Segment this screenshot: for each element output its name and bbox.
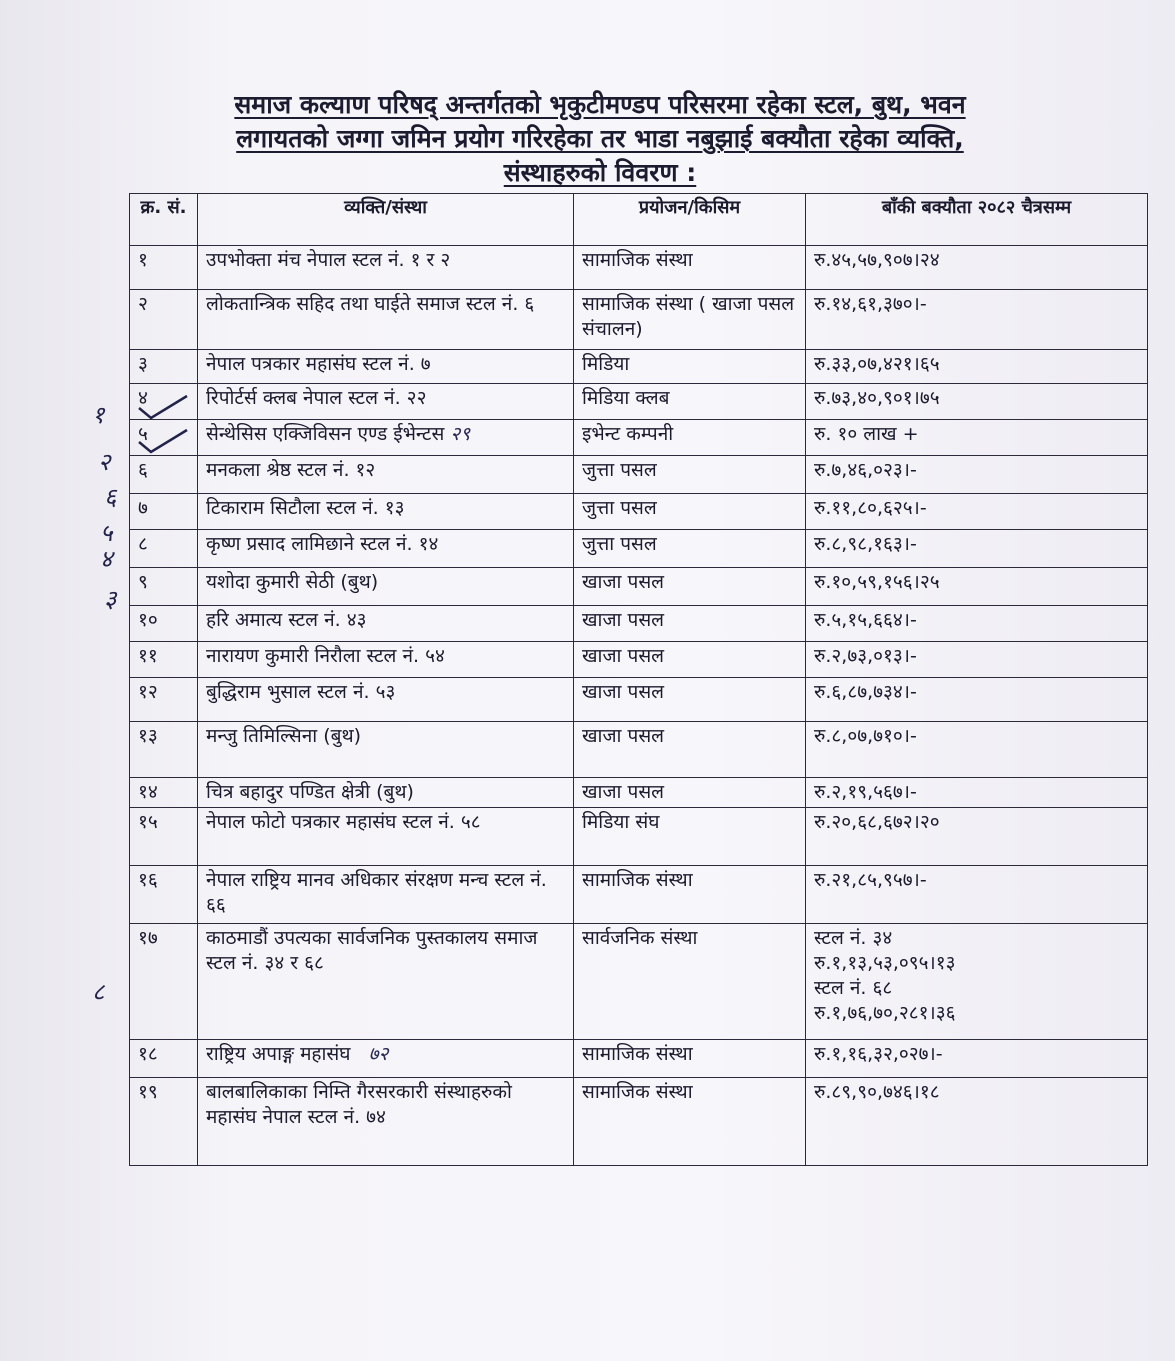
table-row — [130, 1078, 1148, 1166]
due-amount: रु.७,४६,०२३।- — [814, 459, 917, 481]
row-name: चित्र बहादुर पण्डित क्षेत्री (बुथ) — [198, 778, 574, 808]
table-row — [130, 1040, 1148, 1078]
due-amount: रु.८,०७,७१०।- — [814, 725, 917, 747]
row-serial: १७ — [130, 924, 198, 1040]
row-name: टिकाराम सिटौला स्टल नं. १३ — [198, 494, 574, 530]
row-serial: १५ — [130, 808, 198, 866]
row-name: रिपोर्टर्स क्लब नेपाल स्टल नं. २२ — [198, 384, 574, 420]
margin-note: ५ — [100, 519, 113, 547]
row-name: नेपाल पत्रकार महासंघ स्टल नं. ७ — [198, 350, 574, 384]
row-due — [806, 246, 1148, 290]
row-type: जुत्ता पसल — [574, 494, 806, 530]
title-line-1: समाज कल्याण परिषद् अन्तर्गतको भृकुटीमण्डप परिसरमा रहेका स्टल, बुथ, भवन — [234, 90, 966, 119]
title-line-2: लगायतको जग्गा जमिन प्रयोग गरिरहेका तर भाडा नबुझाई बक्यौता रहेका व्यक्ति, — [236, 124, 964, 153]
row-due — [806, 568, 1148, 606]
due-amount: रु.१०,५९,१५६।२५ — [814, 571, 940, 593]
due-amount: रु.१,१३,५३,०९५।१३ — [814, 952, 956, 974]
table-row — [130, 642, 1148, 678]
header-serial-number: क्र. सं. — [130, 194, 198, 246]
margin-note: ३ — [104, 585, 117, 613]
due-amount: रु.८,९८,१६३।- — [814, 533, 917, 555]
handwritten-stall-number: २९ — [450, 423, 471, 445]
row-type: सामाजिक संस्था ( खाजा पसल संचालन) — [574, 290, 806, 350]
due-amount: रु.७३,४०,९०१।७५ — [814, 387, 940, 409]
row-name: हरि अमात्य स्टल नं. ४३ — [198, 606, 574, 642]
due-amount: रु.१४,६१,३७०।- — [814, 293, 927, 315]
row-due — [806, 1078, 1148, 1166]
row-due — [806, 530, 1148, 568]
row-name: नारायण कुमारी निरौला स्टल नं. ५४ — [198, 642, 574, 678]
row-serial: ६ — [130, 456, 198, 494]
row-type: खाजा पसल — [574, 678, 806, 722]
row-serial: ११ — [130, 642, 198, 678]
row-name — [198, 1040, 574, 1078]
table-row — [130, 494, 1148, 530]
row-serial: २ — [130, 290, 198, 350]
due-amount: रु.१,१६,३२,०२७।- — [814, 1043, 943, 1065]
row-due — [806, 290, 1148, 350]
row-type: इभेन्ट कम्पनी — [574, 420, 806, 456]
table-row — [130, 350, 1148, 384]
table-row — [130, 456, 1148, 494]
row-type: सार्वजनिक संस्था — [574, 924, 806, 1040]
due-amount: रु.२१,८५,९५७।- — [814, 869, 927, 891]
row-serial: १ — [130, 246, 198, 290]
row-type: सामाजिक संस्था — [574, 246, 806, 290]
row-type: सामाजिक संस्था — [574, 1040, 806, 1078]
row-due — [806, 494, 1148, 530]
due-stall-label: स्टल नं. ६८ — [814, 977, 893, 999]
arrears-table — [129, 193, 1148, 1166]
header-person-organization: व्यक्ति/संस्था — [198, 194, 574, 246]
handwritten-stall-number: ७२ — [368, 1043, 389, 1065]
row-type: मिडिया संघ — [574, 808, 806, 866]
handwritten-tick-mark — [133, 426, 193, 456]
row-type: जुत्ता पसल — [574, 530, 806, 568]
row-type: सामाजिक संस्था — [574, 1078, 806, 1166]
row-due — [806, 1040, 1148, 1078]
due-amount: रु.२,७३,०१३।- — [814, 645, 917, 667]
margin-note: ८ — [92, 978, 105, 1006]
row-serial: १६ — [130, 866, 198, 924]
row-serial: ८ — [130, 530, 198, 568]
margin-note: ६ — [104, 483, 117, 511]
due-amount: रु.८९,९०,७४६।१८ — [814, 1081, 940, 1103]
document-title — [150, 88, 1050, 190]
row-serial: १८ — [130, 1040, 198, 1078]
table-row — [130, 420, 1148, 456]
row-serial: ९ — [130, 568, 198, 606]
row-serial: १४ — [130, 778, 198, 808]
title-line-3: संस्थाहरुको विवरण : — [503, 158, 697, 187]
row-type: सामाजिक संस्था — [574, 866, 806, 924]
row-type: जुत्ता पसल — [574, 456, 806, 494]
header-outstanding-dues: बाँकी बक्यौता २०८२ चैत्रसम्म — [806, 194, 1148, 246]
table-row — [130, 290, 1148, 350]
due-amount: रु.११,८०,६२५।- — [814, 497, 927, 519]
table-row — [130, 808, 1148, 866]
row-type: मिडिया क्लब — [574, 384, 806, 420]
table-row — [130, 722, 1148, 778]
row-due — [806, 420, 1148, 456]
row-name: बालबालिकाका निम्ति गैरसरकारी संस्थाहरुको महासंघ नेपाल स्टल नं. ७४ — [198, 1078, 574, 1166]
row-serial: ३ — [130, 350, 198, 384]
row-due — [806, 350, 1148, 384]
row-due — [806, 778, 1148, 808]
table-row — [130, 530, 1148, 568]
due-amount: रु. १० लाख + — [814, 423, 919, 445]
row-type: खाजा पसल — [574, 568, 806, 606]
row-serial: १९ — [130, 1078, 198, 1166]
row-due — [806, 606, 1148, 642]
row-serial: १० — [130, 606, 198, 642]
row-name: यशोदा कुमारी सेठी (बुथ) — [198, 568, 574, 606]
row-due — [806, 678, 1148, 722]
handwritten-tick-mark — [133, 392, 193, 422]
row-name: बुद्धिराम भुसाल स्टल नं. ५३ — [198, 678, 574, 722]
table-row — [130, 924, 1148, 1040]
row-type: खाजा पसल — [574, 642, 806, 678]
row-name: नेपाल फोटो पत्रकार महासंघ स्टल नं. ५८ — [198, 808, 574, 866]
due-amount: रु.१,७६,७०,२८१।३६ — [814, 1002, 956, 1024]
due-stall-label: स्टल नं. ३४ — [814, 927, 893, 949]
row-type: खाजा पसल — [574, 606, 806, 642]
row-type: मिडिया — [574, 350, 806, 384]
table-row — [130, 678, 1148, 722]
row-name: लोकतान्त्रिक सहिद तथा घाईते समाज स्टल नं. ६ — [198, 290, 574, 350]
due-amount: रु.२,१९,५६७।- — [814, 781, 917, 803]
row-due — [806, 456, 1148, 494]
table-header-row — [130, 194, 1148, 246]
row-name-text: राष्ट्रिय अपाङ्ग महासंघ — [206, 1043, 351, 1065]
due-amount: रु.६,८७,७३४।- — [814, 681, 917, 703]
row-name: नेपाल राष्ट्रिय मानव अधिकार संरक्षण मन्च स्टल नं. ६६ — [198, 866, 574, 924]
margin-note: ४ — [100, 545, 113, 573]
due-amount: रु.३३,०७,४२१।६५ — [814, 353, 940, 375]
row-due — [806, 866, 1148, 924]
table-row — [130, 778, 1148, 808]
due-amount: रु.२०,६८,६७२।२० — [814, 811, 940, 833]
row-due — [806, 924, 1148, 1040]
row-name: मन्जु तिमिल्सिना (बुथ) — [198, 722, 574, 778]
row-name: कृष्ण प्रसाद लामिछाने स्टल नं. १४ — [198, 530, 574, 568]
row-serial: ७ — [130, 494, 198, 530]
table-row — [130, 568, 1148, 606]
row-name: काठमाडौं उपत्यका सार्वजनिक पुस्तकालय समाज स्टल नं. ३४ र ६८ — [198, 924, 574, 1040]
header-purpose-type: प्रयोजन/किसिम — [574, 194, 806, 246]
row-name — [198, 420, 574, 456]
margin-note: १ — [92, 401, 105, 429]
due-amount: रु.४५,५७,९०७।२४ — [814, 249, 940, 271]
row-type: खाजा पसल — [574, 722, 806, 778]
row-serial: ४ — [130, 384, 198, 420]
row-due — [806, 384, 1148, 420]
row-serial: १३ — [130, 722, 198, 778]
table-row — [130, 246, 1148, 290]
row-name: उपभोक्ता मंच नेपाल स्टल नं. १ र २ — [198, 246, 574, 290]
row-due — [806, 808, 1148, 866]
row-serial: १२ — [130, 678, 198, 722]
row-due — [806, 642, 1148, 678]
margin-note: २ — [98, 448, 111, 476]
row-name-text: सेन्थेसिस एक्जिविसन एण्ड ईभेन्टस — [206, 423, 445, 445]
row-serial: ५ — [130, 420, 198, 456]
row-type: खाजा पसल — [574, 778, 806, 808]
table-row — [130, 384, 1148, 420]
due-amount: रु.५,१५,६६४।- — [814, 609, 917, 631]
row-name: मनकला श्रेष्ठ स्टल नं. १२ — [198, 456, 574, 494]
table-row — [130, 606, 1148, 642]
row-due — [806, 722, 1148, 778]
table-row — [130, 866, 1148, 924]
